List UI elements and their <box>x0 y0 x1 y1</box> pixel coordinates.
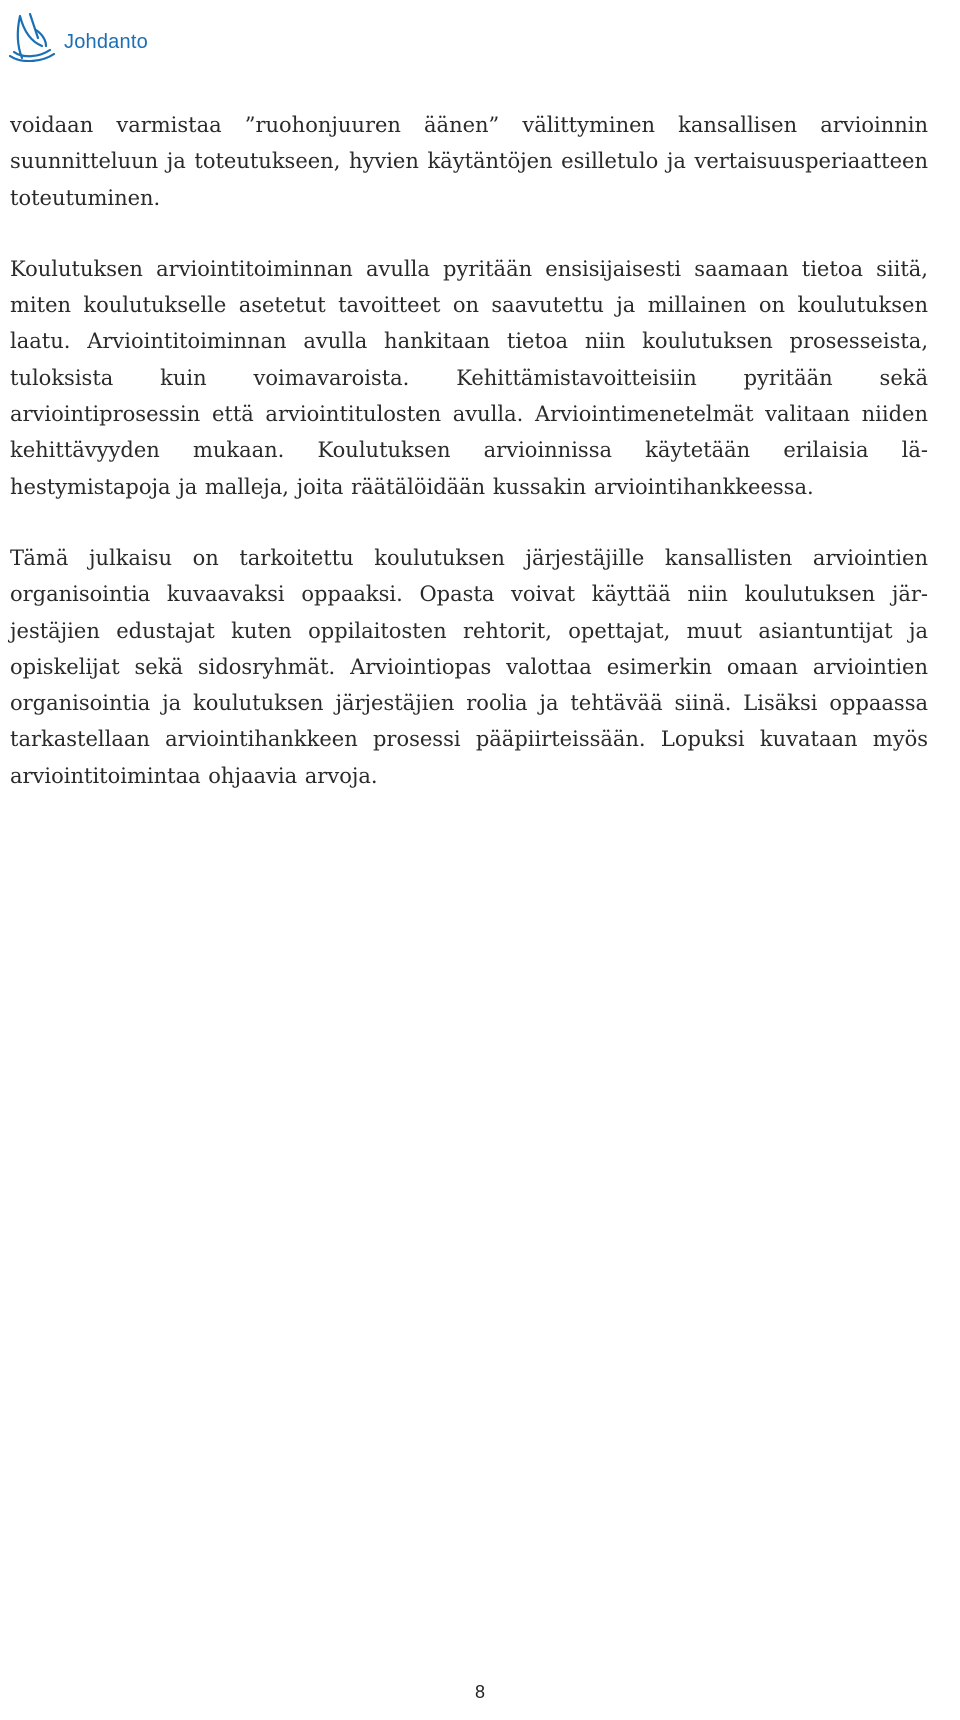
page-number: 8 <box>474 1682 485 1702</box>
paragraph-1: voidaan varmistaa ”ruohonjuuren äänen” välittyminen kansallisen arvioinnin suunnitteluun ja toteutukseen, hyvien käytäntöjen esilletulo ja vertaisuusperiaatteen toteutuminen. <box>10 113 928 210</box>
paragraph-2: Koulutuksen arviointitoiminnan avulla pyritään ensisijaisesti saamaan tietoa siitä, miten koulutukselle asetetut tavoitteet on saavutettu ja millainen on koulutuksen laatu. Arviointitoiminnan avulla hankitaan tietoa niin koulutuksen prosesseista, tuloksista kuin voimavaroista. Kehittämistavoitteisiin pyritään sekä arviointiprosessin että arviointitulosten avulla. Arviointimenetelmät valitaan niiden kehittävyyden mukaan. Koulutuksen arvioinnissa käytetään erilaisia lähestymistapoja ja malleja, joita räätälöidään kussakin arviointihankkeessa. <box>10 256 928 499</box>
paragraph-3: Tämä julkaisu on tarkoitettu koulutuksen järjestäjille kansallisten arviointien organisointia kuvaavaksi oppaaksi. Opasta voivat käyttää niin koulutuksen järjestäjien edustajat kuten oppilaitosten rehtorit, opettajat, muut asiantuntijat ja opiskelijat sekä sidosryhmät. Arviointiopas valottaa esimerkin omaan arviointien organisointia ja koulutuksen järjestäjien roolia ja tehtävää siinä. Lisäksi oppaassa tarkastellaan arviointihankkeen prosessi pääpiirteissään. Lopuksi kuvataan myös arviointitoimintaa ohjaavia arvoja. <box>10 545 928 788</box>
page-header <box>8 8 148 62</box>
section-title: Johdanto <box>64 30 148 53</box>
sailboat-logo-icon <box>8 8 56 62</box>
body-text <box>10 107 928 829</box>
